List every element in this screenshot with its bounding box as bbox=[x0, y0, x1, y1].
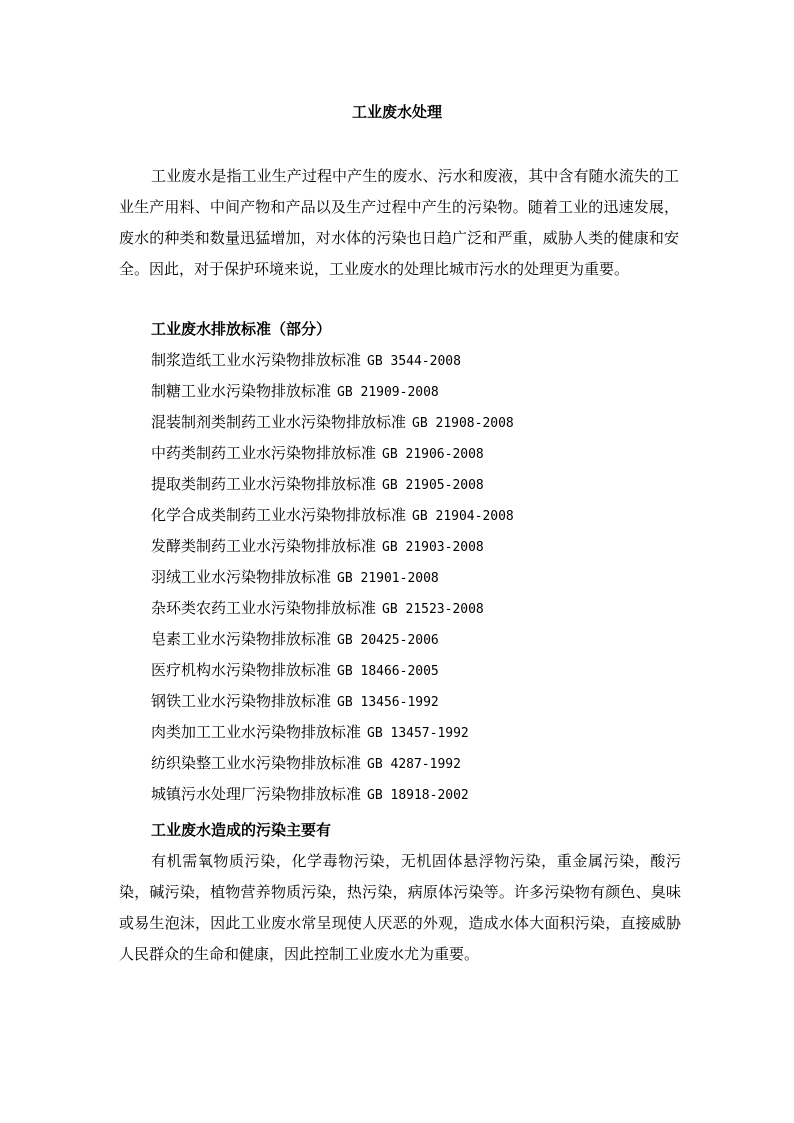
standard-item bbox=[151, 438, 514, 469]
standard-item bbox=[151, 469, 514, 500]
standard-code: GB 21909-2008 bbox=[337, 385, 439, 400]
standard-item bbox=[151, 717, 514, 748]
standard-code: GB 4287-1992 bbox=[367, 757, 461, 772]
standard-code: GB 18918-2002 bbox=[367, 788, 469, 803]
standard-name: 医疗机构水污染物排放标准 bbox=[151, 661, 332, 679]
standard-name: 纺织染整工业水污染物排放标准 bbox=[151, 754, 362, 772]
standard-code: GB 21905-2008 bbox=[382, 478, 484, 493]
standard-item bbox=[151, 686, 514, 717]
standard-name: 皂素工业水污染物排放标准 bbox=[151, 630, 332, 648]
standard-name: 中药类制药工业水污染物排放标准 bbox=[151, 444, 377, 462]
standard-item bbox=[151, 748, 514, 779]
standard-name: 钢铁工业水污染物排放标准 bbox=[151, 692, 332, 710]
standard-item bbox=[151, 562, 514, 593]
standard-code: GB 21906-2008 bbox=[382, 447, 484, 462]
intro-paragraph: 工业废水是指工业生产过程中产生的废水、污水和废液，其中含有随水流失的工业生产用料、中间产物和产品以及生产过程中产生的污染物。随着工业的迅速发展，废水的种类和数量迅猛增加，对水体的污染也日趋广泛和严重，威胁人类的健康和安全。因此，对于保护环境来说，工业废水的处理比城市污水的处理更为重要。 bbox=[119, 167, 679, 278]
standard-item bbox=[151, 593, 514, 624]
standard-item bbox=[151, 624, 514, 655]
standard-code: GB 20425-2006 bbox=[337, 633, 439, 648]
standard-item bbox=[151, 407, 514, 438]
standard-item bbox=[151, 655, 514, 686]
standard-name: 发酵类制药工业水污染物排放标准 bbox=[151, 537, 377, 555]
pollution-paragraph: 有机需氧物质污染，化学毒物污染，无机固体悬浮物污染，重金属污染，酸污染，碱污染，植物营养物质污染，热污染，病原体污染等。许多污染物有颜色、臭味或易生泡沫，因此工业废水常呈现使人厌恶的外观，造成水体大面积污染，直接威胁人民群众的生命和健康，因此控制工业废水尤为重要。 bbox=[119, 852, 681, 963]
standards-list bbox=[151, 345, 514, 810]
standard-name: 城镇污水处理厂污染物排放标准 bbox=[151, 785, 362, 803]
standard-code: GB 3544-2008 bbox=[367, 354, 461, 369]
standard-item bbox=[151, 531, 514, 562]
standard-item bbox=[151, 376, 514, 407]
standard-name: 羽绒工业水污染物排放标准 bbox=[151, 568, 332, 586]
standard-code: GB 18466-2005 bbox=[337, 664, 439, 679]
standard-code: GB 13456-1992 bbox=[337, 695, 439, 710]
standard-name: 制糖工业水污染物排放标准 bbox=[151, 382, 332, 400]
standard-code: GB 13457-1992 bbox=[367, 726, 469, 741]
standard-name: 提取类制药工业水污染物排放标准 bbox=[151, 475, 377, 493]
standard-item bbox=[151, 345, 514, 376]
standard-code: GB 21901-2008 bbox=[337, 571, 439, 586]
standard-code: GB 21523-2008 bbox=[382, 602, 484, 617]
standard-code: GB 21904-2008 bbox=[412, 509, 514, 524]
standard-name: 混装制剂类制药工业水污染物排放标准 bbox=[151, 413, 407, 431]
standards-heading: 工业废水排放标准（部分） bbox=[151, 320, 332, 338]
standard-name: 肉类加工工业水污染物排放标准 bbox=[151, 723, 362, 741]
standard-item bbox=[151, 779, 514, 810]
standard-item bbox=[151, 500, 514, 531]
document-title: 工业废水处理 bbox=[351, 103, 442, 121]
standard-code: GB 21903-2008 bbox=[382, 540, 484, 555]
standard-name: 杂环类农药工业水污染物排放标准 bbox=[151, 599, 377, 617]
pollution-heading: 工业废水造成的污染主要有 bbox=[151, 821, 332, 839]
standard-name: 化学合成类制药工业水污染物排放标准 bbox=[151, 506, 407, 524]
standard-name: 制浆造纸工业水污染物排放标准 bbox=[151, 351, 362, 369]
standard-code: GB 21908-2008 bbox=[412, 416, 514, 431]
